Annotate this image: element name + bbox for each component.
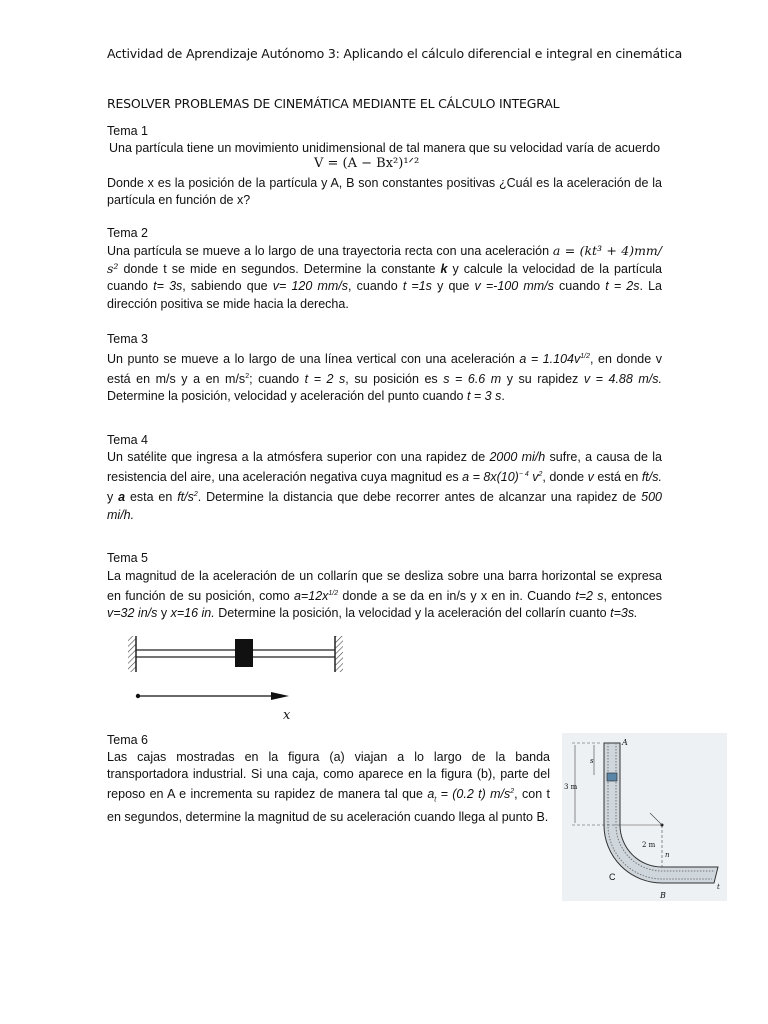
tema4-text: esta en (125, 490, 178, 505)
tema4-a: a (118, 490, 126, 505)
box (607, 773, 617, 781)
label-s: s (590, 757, 594, 765)
tema4-accel: a = 8x(10) (462, 470, 519, 485)
tema5-cond: t=2 s (575, 589, 604, 604)
tema2-cond: t= 3s (153, 279, 183, 294)
tema3-title: Tema 3 (107, 332, 148, 346)
tema1-body: Donde x es la posición de la partícula y A, B son constantes positivas ¿Cuál es la aceleración de la partícula en función de x? (107, 176, 662, 208)
tema5-cond: v=32 in/s (107, 606, 158, 621)
tema4-unit: ft/s (177, 490, 194, 505)
tema3-accel: a = 1.104v (519, 352, 581, 366)
tema6-at: a (427, 787, 435, 802)
tema4-text: está en (593, 470, 642, 485)
tema2-cond: t = 2s (605, 279, 640, 294)
tema2-cond: v =-100 mm/s (474, 279, 554, 294)
tema4-title: Tema 4 (107, 433, 148, 447)
tema4-unit: ft/s. (641, 470, 662, 485)
tema3-text: , en donde v está en m/s y a en m/s (107, 352, 662, 387)
tema4-exp: 2 (193, 491, 198, 499)
tema6-body (107, 749, 550, 826)
tema3-accel-exp: 1/2 (580, 353, 590, 360)
tema4-text: . Determine la distancia que debe recorrer antes de alcanzar una rapidez de (197, 490, 642, 505)
tema4-text: y (107, 490, 119, 505)
label-2m: 2 m (642, 841, 656, 849)
tema4-exp: 2 (538, 471, 543, 479)
document-title: Actividad de Aprendizaje Autónomo 3: Aplicando el cálculo diferencial e integral en cinemática (107, 46, 683, 61)
left-wall (128, 636, 136, 672)
tema5-text: y (157, 606, 171, 621)
tema3-exp: 2 (245, 373, 250, 381)
label-C: C (609, 872, 616, 882)
tema4-v: v (528, 470, 539, 485)
tema2-text: y que (431, 279, 475, 294)
tema2-text: , cuando (348, 279, 403, 294)
tema5-text: , entonces (603, 589, 662, 604)
tema3-text: y su rapidez (501, 372, 584, 387)
label-3m: 3 m (564, 783, 578, 791)
tema4-v2: v (587, 470, 594, 485)
tema2-text: cuando (553, 279, 606, 294)
tema3-text: . (501, 389, 505, 404)
tema4-exp: − 4 (518, 471, 529, 479)
label-A: A (622, 738, 628, 747)
tema2-body (107, 242, 662, 313)
tema3-cond: t = 2 s (304, 372, 346, 387)
tema6-exp: 2 (510, 788, 515, 796)
tema3-cond: v = 4.88 m/s. (583, 372, 662, 387)
collar (235, 639, 253, 667)
tema2-text: Una partícula se mueve a lo largo de una trayectoria recta con una aceleración (107, 244, 553, 258)
label-B: B (660, 891, 666, 900)
tema6-text: , con t en segundos, determine la magnitud de su aceleración cuando llega al punto B. (107, 787, 550, 825)
tema3-text: ; cuando (249, 372, 305, 387)
tema5-exp: 1/2 (328, 590, 339, 598)
tema2-text: . La dirección positiva se mide hacia la derecha. (107, 279, 662, 311)
tema3-cond: s = 6.6 m (443, 372, 502, 387)
tema6-at-sub: t (434, 796, 437, 804)
tema5-body (107, 568, 662, 623)
tema3-cond: t = 3 s (466, 389, 502, 404)
conveyor-figure (562, 733, 727, 901)
tema2-cond: t =1s (402, 279, 432, 294)
tema2-accel-unit: s² (107, 261, 119, 277)
tema5-title: Tema 5 (107, 551, 148, 565)
right-wall (335, 636, 343, 672)
tema2-accel: a = (kt³ + 4)mm/ (552, 243, 662, 258)
tema3-text: Determine la posición, velocidad y aceleración del punto cuando (107, 389, 467, 404)
tema2-title: Tema 2 (107, 226, 148, 240)
tema3-text: Un punto se mueve a lo largo de una línea vertical con una aceleración (107, 352, 520, 366)
tema5-text: Determine la posición, la velocidad y la aceleración del collarín cuanto (214, 606, 611, 621)
tema5-text: La magnitud de la aceleración de un collarín que se desliza sobre una barra horizontal se expresa en función de su posición, como (107, 569, 662, 604)
section-heading: RESOLVER PROBLEMAS DE CINEMÁTICA MEDIANTE EL CÁLCULO INTEGRAL (107, 96, 560, 111)
x-axis-arrow (271, 692, 289, 700)
tema3-text: , su posición es (345, 372, 444, 387)
label-n: n (665, 851, 670, 859)
tema5-accel: a=12x (293, 589, 329, 604)
tema1-title: Tema 1 (107, 124, 148, 138)
tema4-text: , donde (542, 470, 588, 485)
tema2-text: , sabiendo que (182, 279, 273, 294)
tema3-body (107, 348, 662, 406)
x-axis-label: x (283, 708, 291, 723)
tema5-cond: x=16 in. (170, 606, 215, 621)
tema2-text: y calcule la velocidad de la partícula cuando (107, 262, 662, 294)
tema4-speed: 2000 mi/h (489, 450, 546, 464)
tema4-text: Un satélite que ingresa a la atmósfera superior con una rapidez de (107, 450, 490, 464)
tema1-intro: Una partícula tiene un movimiento unidimensional de tal manera que su velocidad varía de acuerdo (109, 141, 661, 155)
tema6-accel: = (0.2 t) m/s (436, 787, 511, 802)
tema2-cond: v= 120 mm/s (272, 279, 349, 294)
label-t: t (717, 883, 720, 891)
tema4-text: sufre, a causa de la resistencia del aire, una aceleración negativa cuya magnitud es (107, 450, 662, 485)
collar-bar-figure (125, 632, 350, 724)
tema1-formula: V = (A − Bx²)¹ᐟ² (314, 156, 420, 171)
tema2-k: k (440, 262, 448, 277)
tema5-text: donde a se da en in/s y x en in. Cuando (338, 589, 576, 604)
tema6-text: Las cajas mostradas en la figura (a) viajan a lo largo de la banda transportadora industrial. Si una caja, como aparece en la figura (b), parte del reposo en A e incrementa su rapidez de manera tal que (107, 750, 550, 802)
tema4-target: 500 mi/h. (107, 490, 662, 522)
tema4-body (107, 449, 662, 524)
tema5-cond: t=3s. (610, 606, 638, 621)
tema6-title: Tema 6 (107, 733, 148, 747)
tema2-text: donde t se mide en segundos. Determine la constante (118, 262, 441, 277)
